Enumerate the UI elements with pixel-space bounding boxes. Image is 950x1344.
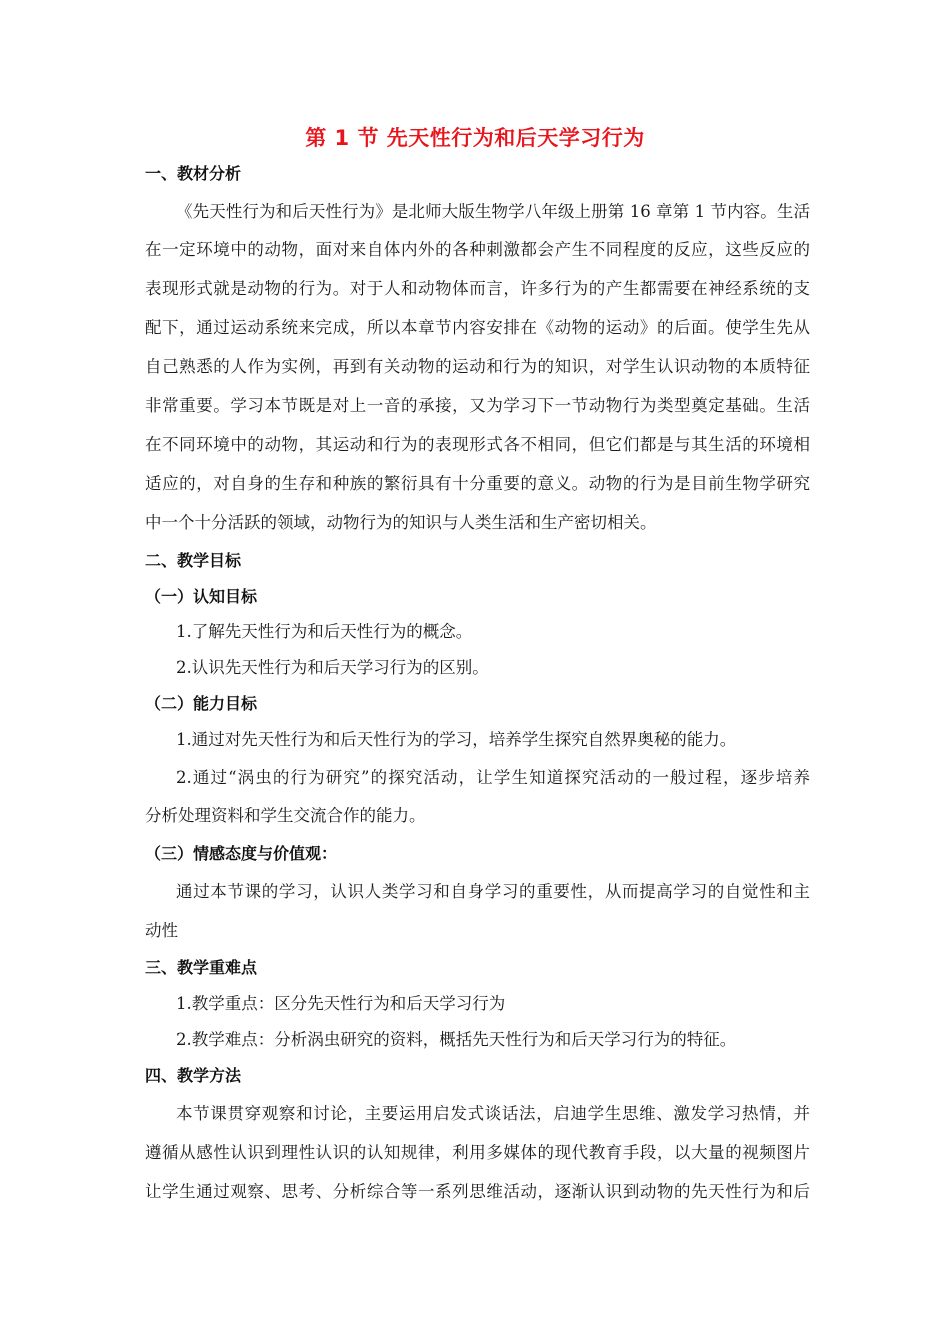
paragraph-line: 表现形式就是动物的行为。对于人和动物体而言，许多行为的产生都需要在神经系统的支 [145, 279, 810, 298]
section-heading-key-difficult-points: 三、教学重难点 [145, 958, 258, 977]
subheading-ability-goals: （二）能力目标 [145, 694, 258, 713]
section-heading-textbook-analysis: 一、教材分析 [145, 164, 242, 183]
paragraph-line: 配下，通过运动系统来完成，所以本章节内容安排在《动物的运动》的后面。使学生先从 [145, 318, 810, 337]
list-item: 1.教学重点：区分先天性行为和后天学习行为 [176, 994, 506, 1013]
subheading-cognitive-goals: （一）认知目标 [145, 587, 258, 606]
paragraph-line: 让学生通过观察、思考、分析综合等一系列思维活动，逐渐认识到动物的先天性行为和后 [145, 1182, 810, 1201]
list-item: 2.认识先天性行为和后天学习行为的区别。 [176, 658, 489, 677]
paragraph-line: 自己熟悉的人作为实例，再到有关动物的运动和行为的知识，对学生认识动物的本质特征 [145, 357, 810, 376]
page-title: 第 1 节 先天性行为和后天学习行为 [305, 126, 645, 150]
paragraph-line: 中一个十分活跃的领域，动物行为的知识与人类生活和生产密切相关。 [145, 513, 657, 532]
list-item: 2.教学难点：分析涡虫研究的资料，概括先天性行为和后天学习行为的特征。 [176, 1030, 737, 1049]
paragraph-line: 《先天性行为和后天性行为》是北师大版生物学八年级上册第 16 章第 1 节内容。生活 [176, 202, 810, 221]
list-item: 1.了解先天性行为和后天性行为的概念。 [176, 622, 473, 641]
subheading-attitude-values: （三）情感态度与价值观： [145, 844, 338, 863]
section-heading-teaching-methods: 四、教学方法 [145, 1066, 242, 1085]
paragraph-line: 在不同环境中的动物，其运动和行为的表现形式各不相同，但它们都是与其生活的环境相 [145, 435, 810, 454]
paragraph-line: 适应的，对自身的生存和种族的繁衍具有十分重要的意义。动物的行为是目前生物学研究 [145, 474, 810, 493]
paragraph-line: 在一定环境中的动物，面对来自体内外的各种刺激都会产生不同程度的反应，这些反应的 [145, 240, 810, 259]
section-heading-teaching-goals: 二、教学目标 [145, 551, 242, 570]
list-item-continuation: 分析处理资料和学生交流合作的能力。 [145, 806, 426, 825]
list-item: 1.通过对先天性行为和后天性行为的学习，培养学生探究自然界奥秘的能力。 [176, 730, 737, 749]
paragraph-line: 通过本节课的学习，认识人类学习和自身学习的重要性，从而提高学习的自觉性和主 [176, 882, 810, 901]
paragraph-line: 本节课贯穿观察和讨论，主要运用启发式谈话法，启迪学生思维、激发学习热情，并 [176, 1104, 810, 1123]
paragraph-line: 非常重要。学习本节既是对上一音的承接，又为学习下一节动物行为类型奠定基础。生活 [145, 396, 810, 415]
list-item: 2.通过“涡虫的行为研究”的探究活动，让学生知道探究活动的一般过程，逐步培养 [176, 768, 810, 787]
paragraph-line: 遵循从感性认识到理性认识的认知规律，利用多媒体的现代教育手段，以大量的视频图片 [145, 1143, 810, 1162]
paragraph-line: 动性 [145, 921, 178, 940]
